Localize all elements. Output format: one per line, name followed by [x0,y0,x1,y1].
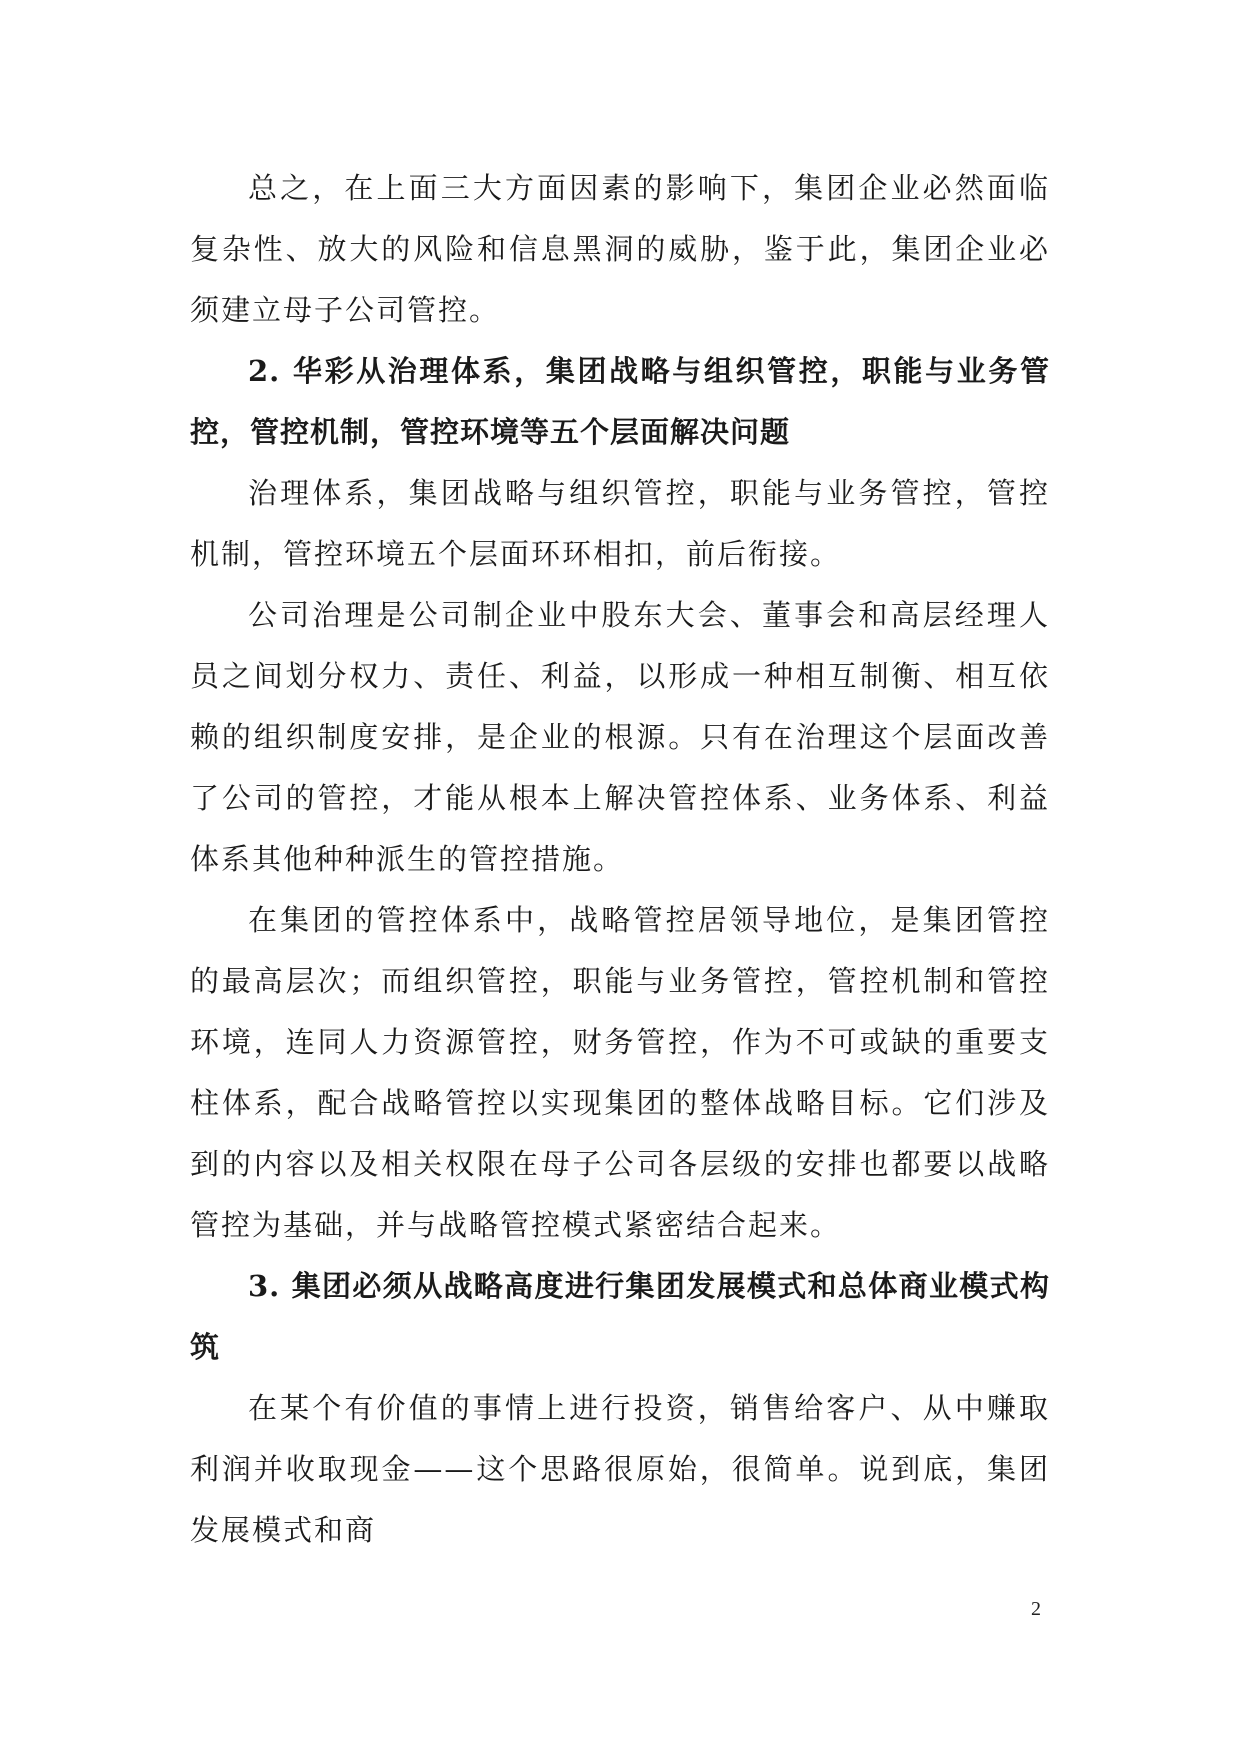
page-number: 2 [1031,1598,1041,1620]
document-body [190,158,1050,1561]
paragraph-corporate-governance: 公司治理是公司制企业中股东大会、董事会和高层经理人员之间划分权力、责任、利益，以形成一种相互制衡、相互依赖的组织制度安排，是企业的根源。只有在治理这个层面改善了公司的管控，才能从根本上解决管控体系、业务体系、利益体系其他种种派生的管控措施。 [190,598,1050,876]
section-heading-3: 3. 集团必须从战略高度进行集团发展模式和总体商业模式构筑 [190,1269,1050,1364]
section-heading-2: 2. 华彩从治理体系，集团战略与组织管控，职能与业务管控，管控机制，管控环境等五个层面解决问题 [190,354,1050,449]
paragraph-summary: 总之，在上面三大方面因素的影响下，集团企业必然面临复杂性、放大的风险和信息黑洞的威胁，鉴于此，集团企业必须建立母子公司管控。 [190,171,1050,327]
paragraph-strategic-control: 在集团的管控体系中，战略管控居领导地位，是集团管控的最高层次；而组织管控，职能与业务管控，管控机制和管控环境，连同人力资源管控，财务管控，作为不可或缺的重要支柱体系，配合战略管控以实现集团的整体战略目标。它们涉及到的内容以及相关权限在母子公司各层级的安排也都要以战略管控为基础，并与战略管控模式紧密结合起来。 [190,903,1050,1242]
paragraph-business-model: 在某个有价值的事情上进行投资，销售给客户、从中赚取利润并收取现金——这个思路很原始，很简单。说到底，集团发展模式和商 [190,1391,1050,1547]
paragraph-five-levels: 治理体系，集团战略与组织管控，职能与业务管控，管控机制，管控环境五个层面环环相扣，前后衔接。 [190,476,1050,571]
